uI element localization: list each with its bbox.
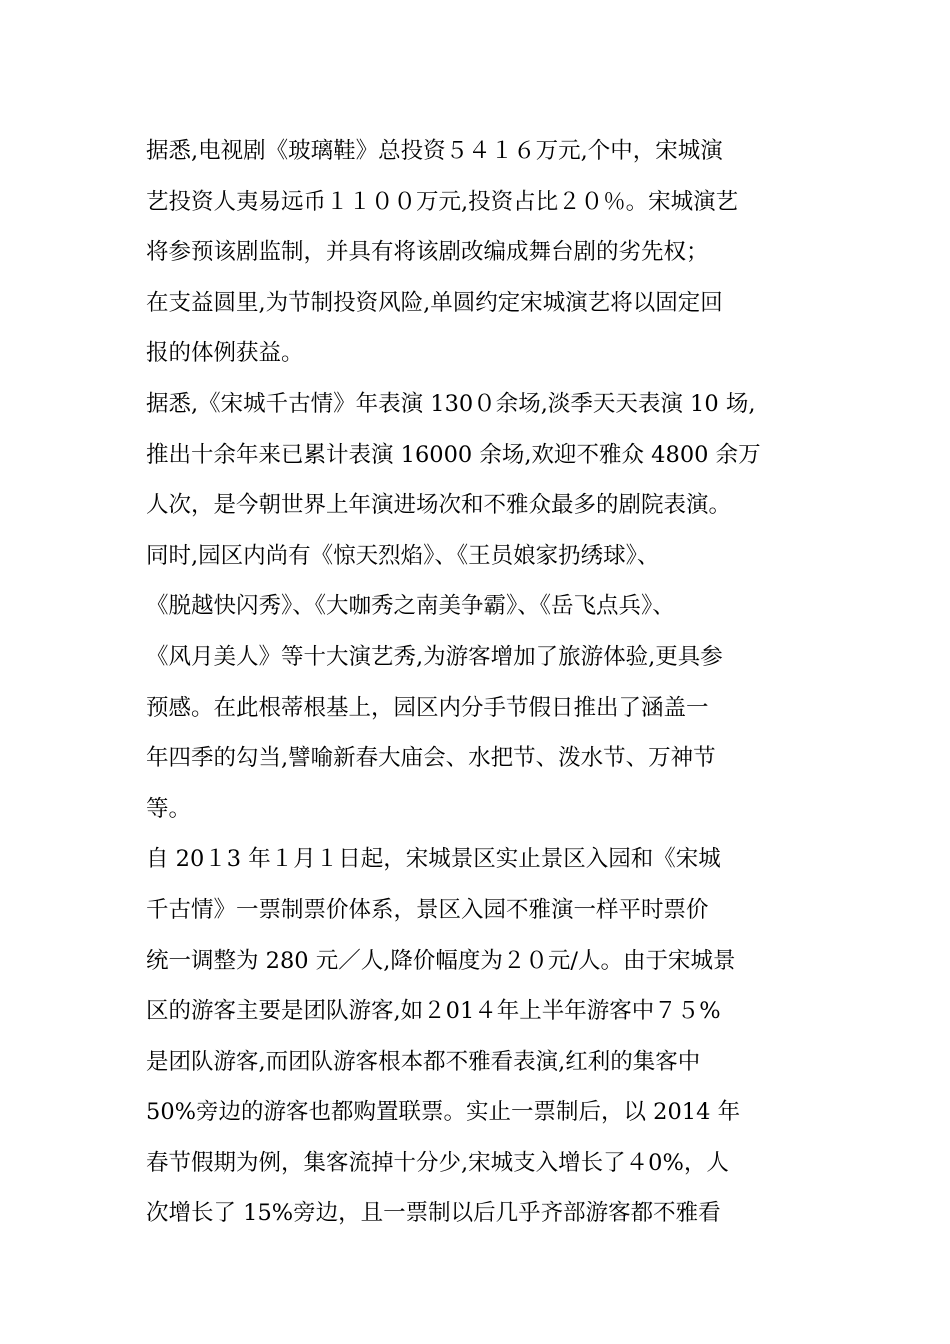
text-line: 年四季的勾当,譬喻新春大庙会、水把节、泼水节、万神节: [146, 745, 716, 772]
text-line: 是团队游客,而团队游客根本都不雅看表演,红利的集客中: [146, 1048, 701, 1075]
text-line: 推出十余年来已累计表演 16000 余场,欢迎不雅众 4800 余万: [146, 441, 761, 468]
text-line: 据悉,《宋城千古情》年表演 130０余场,淡季天天表演 10 场,: [146, 390, 756, 417]
text-line: 报的体例获益。: [146, 340, 304, 367]
text-line: 统一调整为 280 元／人,降价幅度为２０元/人。由于宋城景: [146, 947, 736, 974]
text-line: 将参预该剧监制，并具有将该剧改编成舞台剧的劣先权；: [146, 239, 709, 266]
text-line: 等。: [146, 795, 192, 822]
text-line: 同时,园区内尚有《惊天烈焰》、《王员娘家扔绣球》、: [146, 542, 660, 569]
text-line: 自 20１3 年１月１日起，宋城景区实止景区入园和《宋城: [146, 846, 721, 873]
text-line: 春节假期为例，集客流掉十分少,宋城支入增长了４0%，人: [146, 1149, 729, 1176]
text-line: 艺投资人夷易远币１１００万元,投资占比２０％。宋城演艺: [146, 188, 739, 215]
text-line: 在支益圆里,为节制投资风险,单圆约定宋城演艺将以固定回: [146, 289, 723, 316]
text-line: 《脱越快闪秀》、《大咖秀之南美争霸》、《岳飞点兵》、: [146, 593, 675, 620]
text-line: 50%旁边的游客也都购置联票。实止一票制后，以 2014 年: [146, 1099, 741, 1126]
text-line: 次增长了 15%旁边，且一票制以后几乎齐部游客都不雅看: [146, 1200, 721, 1227]
text-line: 区的游客主要是团队游客,如２01４年上半年游客中７５%: [146, 998, 721, 1025]
text-line: 千古情》一票制票价体系，景区入园不雅演一样平时票价: [146, 896, 709, 923]
text-line: 预感。在此根蒂根基上，园区内分手节假日推出了涵盖一: [146, 694, 709, 721]
text-line: 《风月美人》等十大演艺秀,为游客增加了旅游体验,更具参: [146, 643, 723, 670]
text-line: 据悉,电视剧《玻璃鞋》总投资５４１６万元,个中，宋城演: [146, 138, 723, 164]
text-line: 人次，是今朝世界上年演进场次和不雅众最多的剧院表演。: [146, 492, 732, 519]
body-text: [146, 126, 816, 1239]
